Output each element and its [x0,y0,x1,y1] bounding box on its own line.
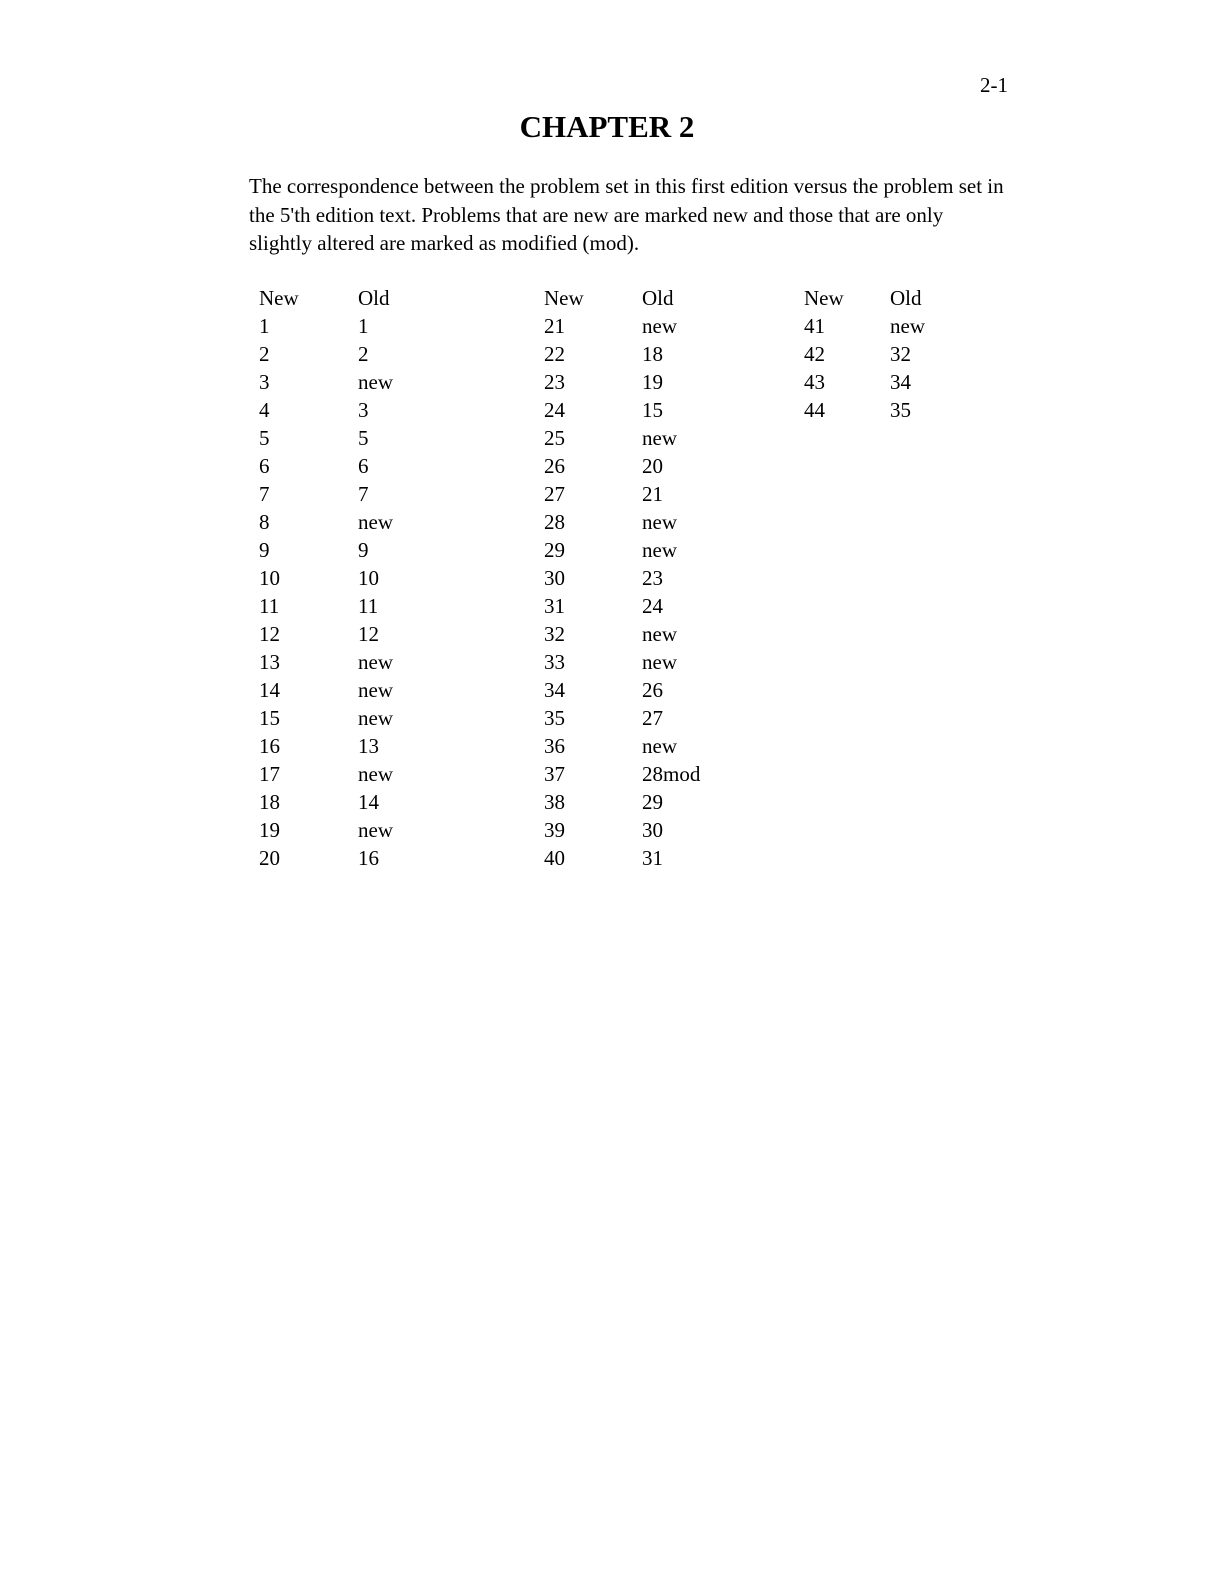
table-cell-old: new [642,538,677,562]
table-cell-old: 34 [890,370,911,394]
table-cell-old: new [358,818,393,842]
table-cell-new: 28 [544,510,565,534]
table-cell-new: 13 [259,650,280,674]
table-cell-old: 6 [358,454,369,478]
table-cell-new: 38 [544,790,565,814]
table-cell-new: 1 [259,314,270,338]
table-cell-old: new [358,706,393,730]
table-cell-new: 4 [259,398,270,422]
table-cell-old: new [358,370,393,394]
table-cell-new: 40 [544,846,565,870]
table-cell-old: 14 [358,790,379,814]
table-cell-new: 14 [259,678,280,702]
table-cell-new: 27 [544,482,565,506]
column-header-old: Old [642,286,674,310]
table-cell-old: 18 [642,342,663,366]
table-cell-old: new [890,314,925,338]
column-header-old: Old [890,286,922,310]
column-header-new: New [544,286,584,310]
table-cell-old: 23 [642,566,663,590]
table-cell-new: 18 [259,790,280,814]
table-cell-old: new [642,314,677,338]
table-cell-old: new [358,510,393,534]
chapter-title: CHAPTER 2 [519,109,695,144]
table-cell-old: 35 [890,398,911,422]
table-cell-new: 21 [544,314,565,338]
table-cell-new: 20 [259,846,280,870]
table-cell-old: 2 [358,342,369,366]
table-cell-new: 35 [544,706,565,730]
table-cell-new: 17 [259,762,280,786]
table-cell-old: new [358,650,393,674]
correspondence-table [0,284,1224,884]
table-cell-old: 32 [890,342,911,366]
table-cell-new: 16 [259,734,280,758]
table-cell-old: 13 [358,734,379,758]
table-cell-old: 12 [358,622,379,646]
table-cell-old: new [358,762,393,786]
table-cell-old: new [642,650,677,674]
table-cell-new: 31 [544,594,565,618]
table-cell-old: new [642,510,677,534]
column-header-new: New [259,286,299,310]
group-1-new-column [259,284,299,872]
table-cell-new: 36 [544,734,565,758]
table-cell-old: 7 [358,482,369,506]
table-cell-old: 26 [642,678,663,702]
table-cell-old: new [642,622,677,646]
table-cell-old: 1 [358,314,369,338]
table-cell-new: 29 [544,538,565,562]
table-cell-new: 15 [259,706,280,730]
table-cell-new: 43 [804,370,825,394]
table-cell-new: 22 [544,342,565,366]
table-cell-old: 28mod [642,762,701,786]
table-cell-new: 24 [544,398,565,422]
table-cell-new: 7 [259,482,270,506]
table-cell-new: 26 [544,454,565,478]
table-cell-new: 9 [259,538,270,562]
table-cell-old: 31 [642,846,663,870]
table-cell-new: 2 [259,342,270,366]
group-3-new-column [804,284,844,424]
table-cell-new: 39 [544,818,565,842]
table-cell-new: 41 [804,314,825,338]
group-3-old-column [890,284,925,424]
table-cell-old: new [642,734,677,758]
table-cell-new: 32 [544,622,565,646]
table-cell-old: 24 [642,594,663,618]
table-cell-old: 10 [358,566,379,590]
table-cell-new: 34 [544,678,565,702]
column-header-old: Old [358,286,390,310]
table-cell-old: 9 [358,538,369,562]
page-number: 2-1 [980,73,1008,97]
table-cell-old: 30 [642,818,663,842]
table-cell-old: 5 [358,426,369,450]
table-cell-new: 25 [544,426,565,450]
table-cell-new: 10 [259,566,280,590]
intro-paragraph: The correspondence between the problem set in this first edition versus the problem set in the 5'th edition text. Problems that are new are marked new and those that are only slightly altered are marked as modified (mod). [249,174,1004,255]
table-cell-old: 19 [642,370,663,394]
table-cell-old: 27 [642,706,663,730]
table-cell-old: 21 [642,482,663,506]
table-cell-new: 19 [259,818,280,842]
table-cell-old: new [642,426,677,450]
table-cell-new: 12 [259,622,280,646]
group-2-old-column [642,284,700,872]
table-cell-old: 29 [642,790,663,814]
table-cell-new: 37 [544,762,565,786]
table-cell-new: 23 [544,370,565,394]
table-cell-old: new [358,678,393,702]
table-cell-new: 33 [544,650,565,674]
table-cell-old: 11 [358,594,379,618]
table-cell-old: 16 [358,846,379,870]
table-cell-old: 3 [358,398,369,422]
group-1-old-column [358,284,393,872]
table-cell-old: 15 [642,398,663,422]
table-cell-new: 44 [804,398,825,422]
table-cell-new: 30 [544,566,565,590]
table-cell-new: 6 [259,454,270,478]
table-cell-new: 5 [259,426,270,450]
table-cell-new: 3 [259,370,270,394]
table-cell-new: 8 [259,510,270,534]
column-header-new: New [804,286,844,310]
group-2-new-column [544,284,584,872]
table-cell-new: 42 [804,342,825,366]
table-cell-new: 11 [259,594,280,618]
table-cell-old: 20 [642,454,663,478]
